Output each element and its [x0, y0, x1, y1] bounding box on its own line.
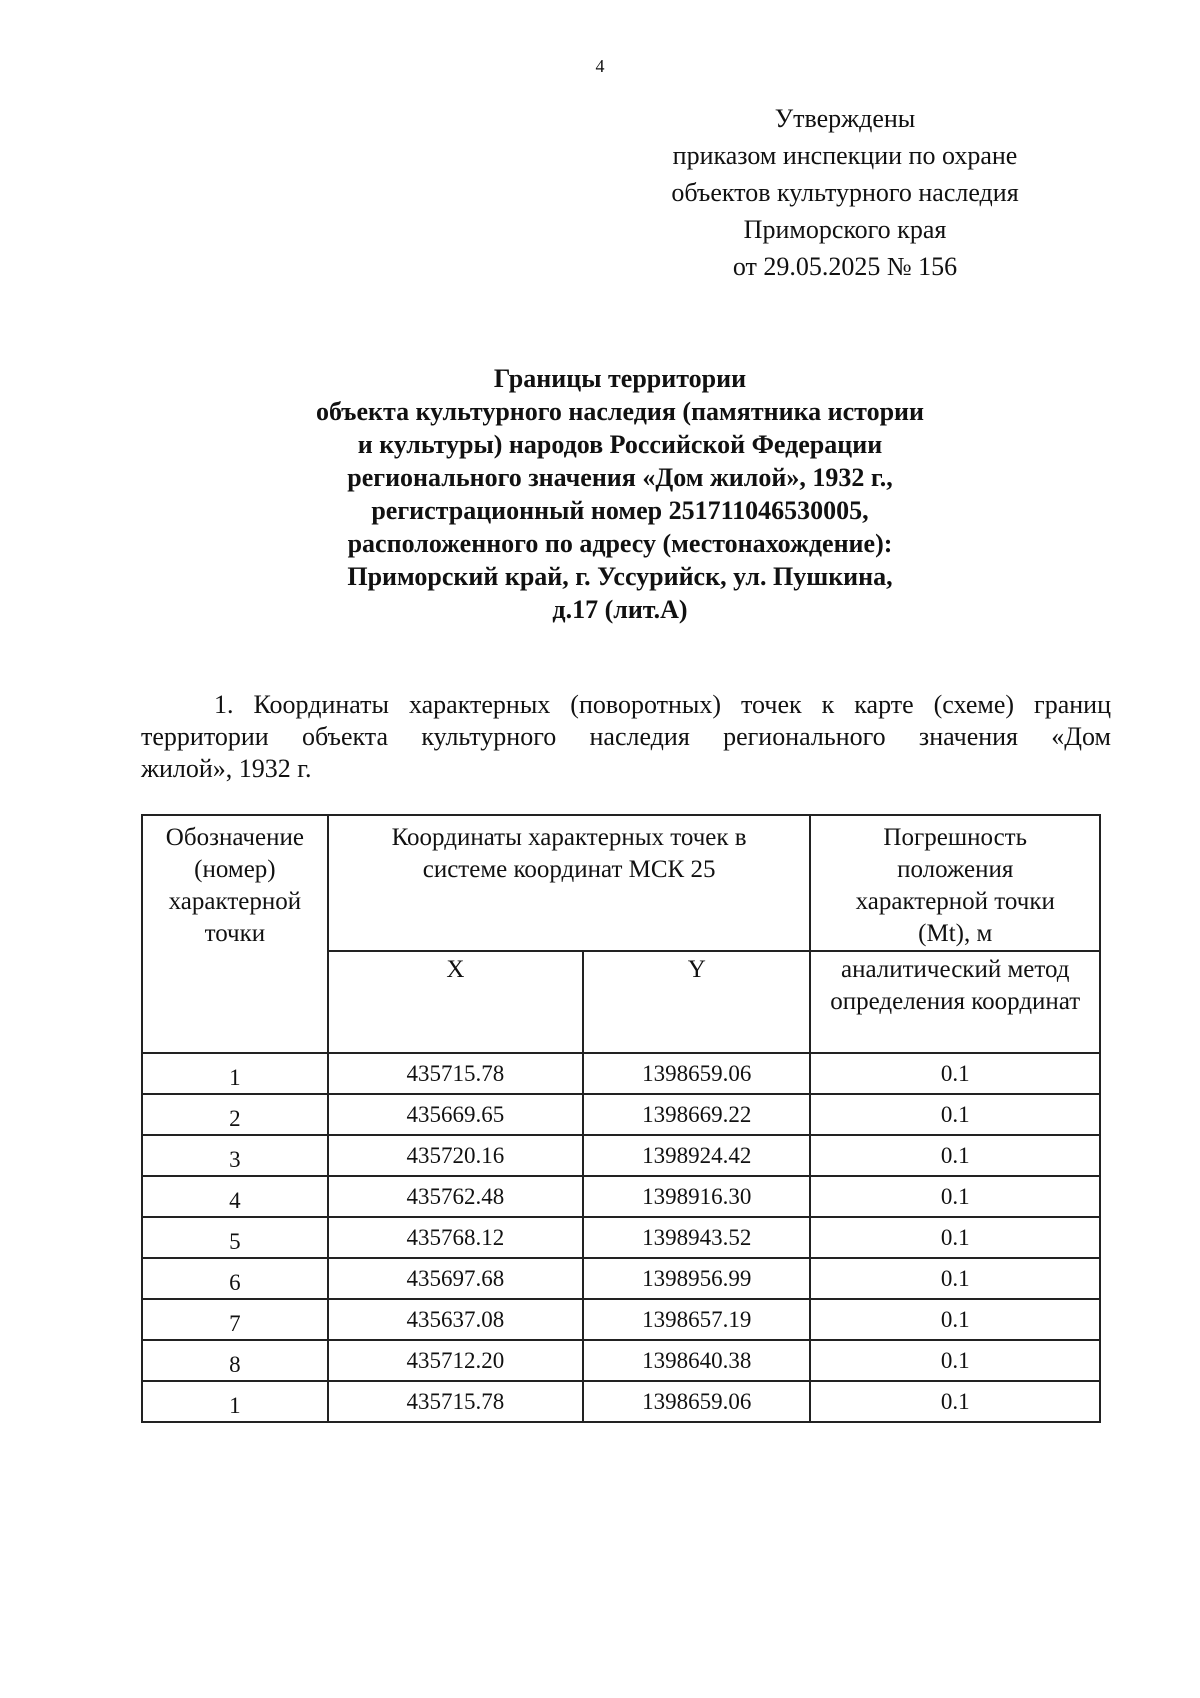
cell-error: 0.1: [810, 1094, 1100, 1135]
table-row: [142, 1053, 1100, 1094]
title-line: регионального значения «Дом жилой», 1932 г.,: [347, 463, 893, 492]
cell-y: 1398916.30: [583, 1176, 810, 1217]
table-row: [142, 1135, 1100, 1176]
cell-point: 1: [142, 1381, 328, 1422]
title-line: и культуры) народов Российской Федерации: [357, 430, 883, 459]
cell-error: 0.1: [810, 1217, 1100, 1258]
cell-y: 1398657.19: [583, 1299, 810, 1340]
title-line: регистрационный номер 251711046530005,: [371, 496, 869, 525]
cell-error: 0.1: [810, 1053, 1100, 1094]
approval-line: объектов культурного наследия: [671, 178, 1019, 207]
cell-point: 3: [142, 1135, 328, 1176]
cell-x: 435637.08: [328, 1299, 583, 1340]
cell-error: 0.1: [810, 1258, 1100, 1299]
cell-point: 8: [142, 1340, 328, 1381]
approval-line: Утверждены: [774, 104, 916, 133]
paragraph-line: 1. Координаты характерных (поворотных) точек к карте (схеме) границ: [214, 690, 1111, 719]
title-line: Приморский край, г. Уссурийск, ул. Пушкина,: [347, 562, 893, 591]
table-row: [142, 1094, 1100, 1135]
cell-point: 7: [142, 1299, 328, 1340]
page-number: 4: [595, 56, 605, 76]
cell-point: 6: [142, 1258, 328, 1299]
cell-point: 1: [142, 1053, 328, 1094]
cell-y: 1398956.99: [583, 1258, 810, 1299]
title-line: расположенного по адресу (местонахождение):: [347, 529, 893, 558]
approval-line: приказом инспекции по охране: [672, 141, 1018, 170]
table-row: [142, 1381, 1100, 1422]
coordinates-table: [141, 814, 1101, 1423]
cell-error: 0.1: [810, 1381, 1100, 1422]
cell-x: 435715.78: [328, 1381, 583, 1422]
paragraph-line: территории объекта культурного наследия регионального значения «Дом: [141, 722, 1111, 751]
cell-error: 0.1: [810, 1176, 1100, 1217]
header-error: Погрешность положения характерной точки (Mt), м: [810, 815, 1100, 951]
cell-point: 2: [142, 1094, 328, 1135]
table-row: [142, 1299, 1100, 1340]
cell-x: 435712.20: [328, 1340, 583, 1381]
cell-point: 4: [142, 1176, 328, 1217]
cell-error: 0.1: [810, 1340, 1100, 1381]
header-coords: Координаты характерных точек в системе координат МСК 25: [328, 815, 811, 951]
table-row: [142, 1340, 1100, 1381]
cell-error: 0.1: [810, 1135, 1100, 1176]
cell-error: 0.1: [810, 1299, 1100, 1340]
header-method: аналитический метод определения координат: [810, 951, 1100, 1053]
header-y: Y: [583, 951, 810, 1053]
cell-y: 1398659.06: [583, 1053, 810, 1094]
cell-y: 1398659.06: [583, 1381, 810, 1422]
cell-x: 435669.65: [328, 1094, 583, 1135]
cell-x: 435768.12: [328, 1217, 583, 1258]
cell-y: 1398640.38: [583, 1340, 810, 1381]
table-row: [142, 1217, 1100, 1258]
header-point: Обозначение (номер) характерной точки: [142, 815, 328, 1053]
approval-line: от 29.05.2025 № 156: [732, 252, 958, 281]
cell-y: 1398924.42: [583, 1135, 810, 1176]
title-line: д.17 (лит.А): [552, 595, 688, 624]
cell-x: 435720.16: [328, 1135, 583, 1176]
cell-y: 1398669.22: [583, 1094, 810, 1135]
header-x: X: [328, 951, 583, 1053]
document-title: [130, 362, 1110, 626]
cell-x: 435697.68: [328, 1258, 583, 1299]
approval-block: [620, 100, 1070, 285]
cell-x: 435715.78: [328, 1053, 583, 1094]
cell-point: 5: [142, 1217, 328, 1258]
title-line: Границы территории: [493, 364, 747, 393]
table-row: [142, 1258, 1100, 1299]
title-line: объекта культурного наследия (памятника истории: [315, 397, 925, 426]
intro-paragraph: [141, 689, 1111, 785]
cell-x: 435762.48: [328, 1176, 583, 1217]
paragraph-line: жилой», 1932 г.: [141, 754, 312, 783]
cell-y: 1398943.52: [583, 1217, 810, 1258]
table-row: [142, 1176, 1100, 1217]
approval-line: Приморского края: [743, 215, 947, 244]
